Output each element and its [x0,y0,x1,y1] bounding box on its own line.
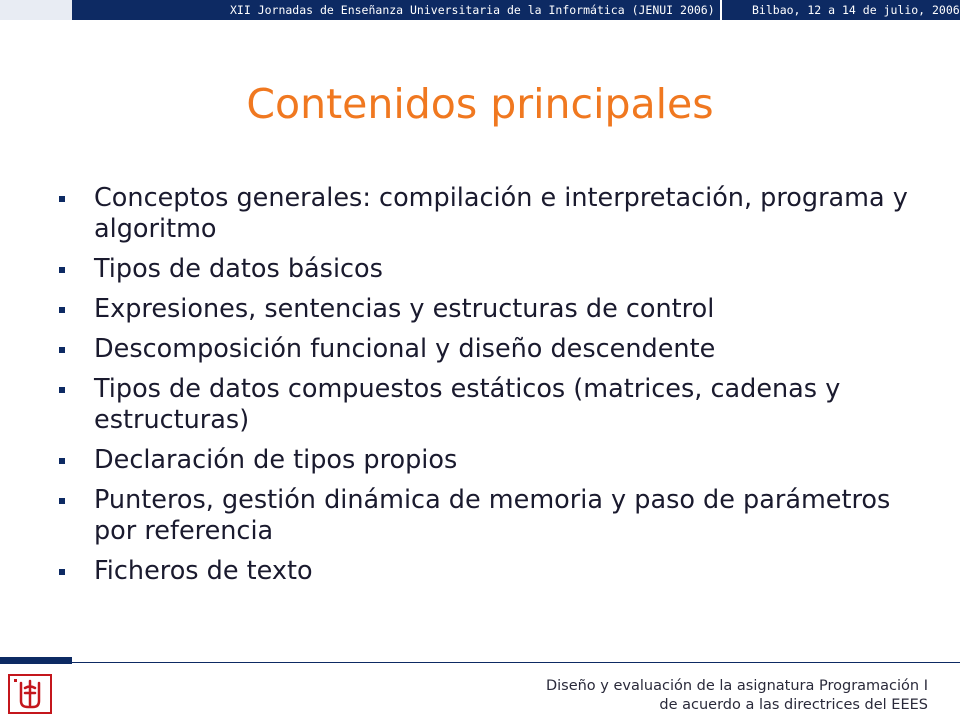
conference-name: XII Jornadas de Enseñanza Universitaria de la Informática (JENUI 2006) [230,3,715,17]
bullet-item [57,183,927,245]
bullet-item [57,445,927,476]
bullet-text: Tipos de datos básicos [94,254,383,284]
bullet-item [57,374,927,436]
footer-line-2: de acuerdo a las directrices del EEES [659,697,928,713]
bullet-text: Tipos de datos compuestos estáticos (matrices, cadenas y estructuras) [94,374,841,435]
square-bullet-icon [59,569,65,575]
bullet-item [57,294,927,325]
header-band-left [0,0,72,20]
footer-accent-bar [0,657,72,664]
footer-line-1: Diseño y evaluación de la asignatura Programación I [545,678,928,694]
footer-divider [72,662,960,663]
university-logo-graphic [10,676,50,712]
university-logo-icon [8,674,52,714]
bullet-item [57,254,927,285]
square-bullet-icon [59,458,65,464]
square-bullet-icon [59,267,65,273]
bullet-text: Declaración de tipos propios [94,445,458,475]
bullet-list [57,183,927,596]
square-bullet-icon [59,307,65,313]
bullet-item [57,334,927,365]
square-bullet-icon [59,347,65,353]
header-band [0,0,960,20]
bullet-text: Conceptos generales: compilación e interpretación, programa y algoritmo [94,183,908,244]
conference-place-date: Bilbao, 12 a 14 de julio, 2006 [752,3,960,17]
bullet-text: Ficheros de texto [94,556,313,586]
square-bullet-icon [59,387,65,393]
square-bullet-icon [59,196,65,202]
bullet-text: Expresiones, sentencias y estructuras de control [94,294,715,324]
footer-course-text [546,677,928,715]
bullet-item [57,556,927,587]
bullet-text: Punteros, gestión dinámica de memoria y paso de parámetros por referencia [94,485,891,546]
bullet-item [57,485,927,547]
square-bullet-icon [59,498,65,504]
bullet-text: Descomposición funcional y diseño descendente [94,334,716,364]
slide-title: Contenidos principales [246,80,714,128]
